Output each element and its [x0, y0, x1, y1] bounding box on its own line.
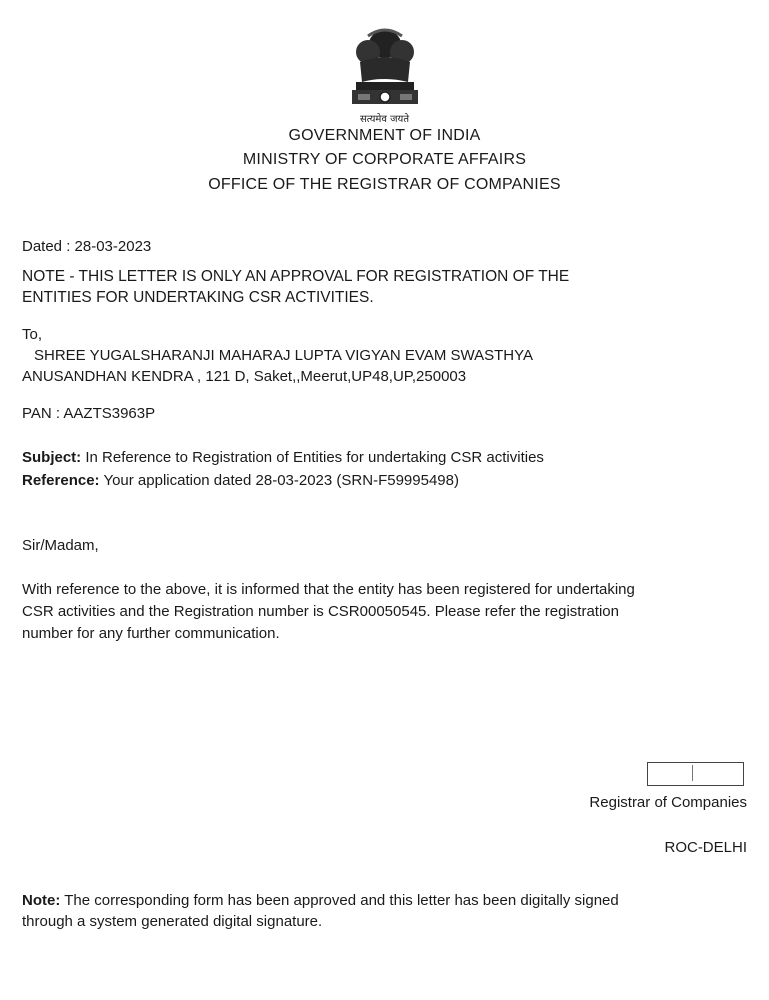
signatory-title: Registrar of Companies [589, 794, 747, 811]
approval-note-line1: NOTE - THIS LETTER IS ONLY AN APPROVAL FOR REGISTRATION OF THE [22, 268, 570, 285]
address-line2: ANUSANDHAN KENDRA , 121 D, Saket,,Meerut,UP48,UP,250003 [22, 368, 467, 385]
footer-note-label: Note: [22, 892, 61, 909]
signatory-office: ROC-DELHI [664, 839, 747, 856]
national-emblem-icon [338, 22, 432, 122]
body-line1: With reference to the above, it is informed that the entity has been registered for undertaking [22, 581, 635, 598]
header-ministry: MINISTRY OF CORPORATE AFFAIRS [242, 151, 527, 168]
header-government: GOVERNMENT OF INDIA [288, 127, 481, 144]
digital-signature-stamp [647, 762, 744, 786]
subject-line [22, 449, 544, 466]
reference-label: Reference: [22, 472, 100, 489]
body-line2: CSR activities and the Registration number is CSR00050545. Please refer the registration [22, 603, 619, 620]
salutation: Sir/Madam, [22, 537, 99, 554]
footer-note-line1 [22, 892, 619, 909]
footer-note-line2: through a system generated digital signature. [22, 913, 323, 930]
header-office: OFFICE OF THE REGISTRAR OF COMPANIES [208, 176, 561, 193]
to-label: To, [22, 326, 43, 343]
address-line1: SHREE YUGALSHARANJI MAHARAJ LUPTA VIGYAN EVAM SWASTHYA [34, 347, 533, 364]
pan-number: PAN : AAZTS3963P [22, 405, 156, 422]
subject-label: Subject: [22, 449, 82, 466]
subject-text: In Reference to Registration of Entities for undertaking CSR activities [81, 449, 544, 466]
body-line3: number for any further communication. [22, 625, 280, 642]
approval-note-line2: ENTITIES FOR UNDERTAKING CSR ACTIVITIES. [22, 289, 374, 306]
reference-text: Your application dated 28-03-2023 (SRN-F59995498) [99, 472, 459, 489]
footer-note-text: The corresponding form has been approved and this letter has been digitally signed [60, 892, 619, 909]
reference-line [22, 472, 459, 489]
emblem-motto: सत्यमेव जयते [359, 114, 410, 125]
letter-date: Dated : 28-03-2023 [22, 238, 152, 255]
